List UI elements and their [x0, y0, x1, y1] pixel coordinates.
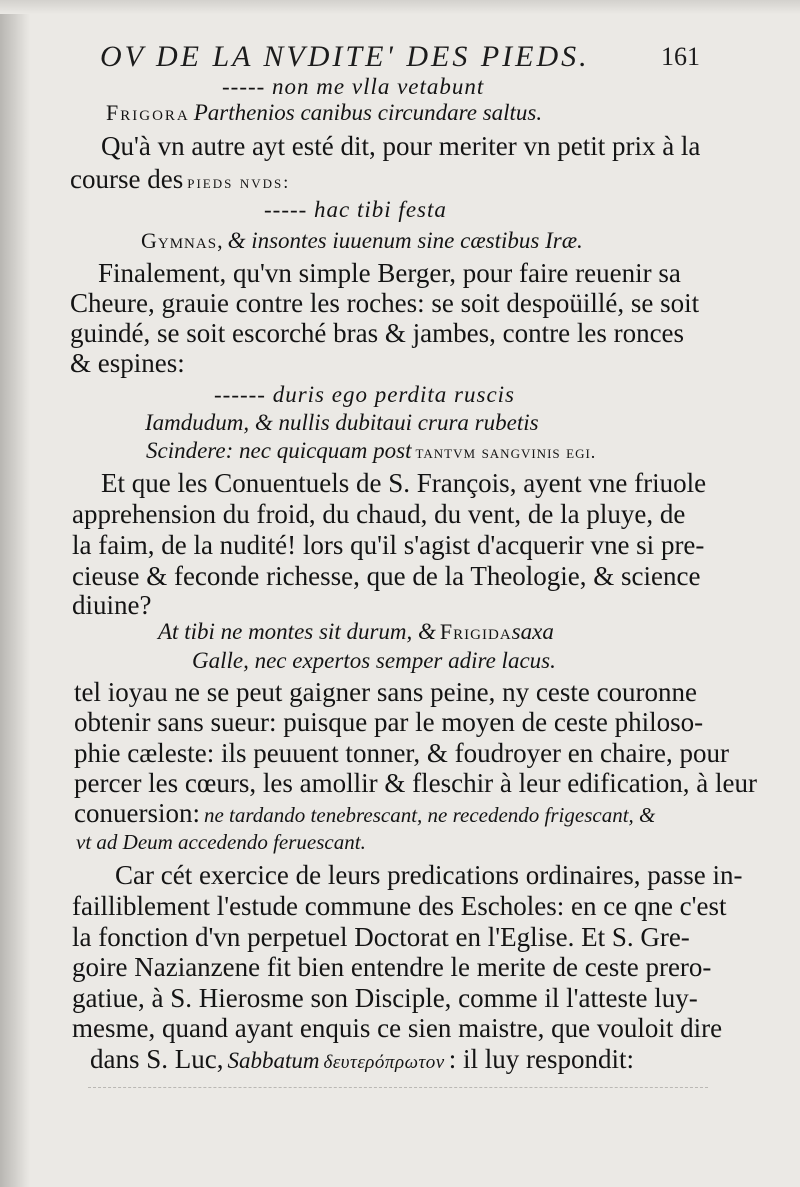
- verse-line-19: [158, 619, 554, 645]
- prose-line-21: tel ioyau ne se peut gaigner sans peine, ny ceste couronne: [74, 677, 698, 707]
- prose-italic: Sabbatum: [227, 1048, 320, 1073]
- prose-line-10: & espines:: [70, 348, 185, 378]
- verse-italic: & insontes iuuenum sine cæstibus Iræ.: [227, 228, 583, 253]
- prose-line-24: percer les cœurs, les amollir & fleschir à leur edification, à leur: [74, 768, 757, 798]
- prose-italic: ne tardando tenebrescant, ne recedendo frigescant, &: [203, 803, 656, 827]
- prose-line-16: la faim, de la nudité! lors qu'il s'agist d'acquerir vne si pre-: [72, 530, 705, 560]
- prose-line-9: guindé, se soit escorché bras & jambes, contre les ronces: [70, 318, 685, 348]
- page-gutter-shadow: [0, 0, 30, 1187]
- prose-line-29: la fonction d'vn perpetuel Doctorat en l'Eglise. Et S. Gre-: [72, 922, 690, 952]
- prose-text: course des: [70, 164, 184, 194]
- prose-line-32: mesme, quand ayant enquis ce sien maistre, que vouloit dire: [72, 1013, 723, 1043]
- bottom-rule: [88, 1085, 708, 1088]
- prose-line-22: obtenir sans sueur: puisque par le moyen de ceste philoso-: [74, 707, 704, 737]
- prose-line-26: vt ad Deum accedendo feruescant.: [76, 830, 366, 854]
- verse-smallcaps: Gymnas,: [141, 228, 224, 253]
- prose-line-27: Car cét exercice de leurs predications ordinaires, passe in-: [115, 860, 743, 890]
- verse-line-5: ----- hac tibi festa: [264, 197, 447, 222]
- verse-smallcaps: Frigida: [439, 619, 512, 644]
- prose-line-30: goire Nazianzene fit bien entendre le merite de ceste prero-: [72, 952, 712, 982]
- verse-smallcaps: Frigora: [106, 100, 190, 125]
- verse-line-20: Galle, nec expertos semper adire lacus.: [192, 648, 556, 673]
- verse-italic: At tibi ne montes sit durum, &: [158, 619, 436, 644]
- page-header: [100, 38, 700, 78]
- greek-word: δευτερόπρωτον: [323, 1052, 445, 1073]
- prose-text: dans S. Luc,: [90, 1044, 224, 1074]
- prose-line-7: Finalement, qu'vn simple Berger, pour faire reuenir sa: [98, 258, 681, 288]
- verse-line-6: [141, 228, 583, 254]
- prose-smallcaps: pieds nvds:: [187, 172, 291, 192]
- verse-line-1: ----- non me vlla vetabunt: [222, 74, 485, 99]
- prose-line-23: phie cæleste: ils peuuent tonner, & foudroyer en chaire, pour: [74, 738, 729, 768]
- verse-line-11: ------ duris ego perdita ruscis: [214, 382, 515, 407]
- prose-text: conuersion:: [74, 798, 200, 828]
- running-title: OV DE LA NVDITE' DES PIEDS.: [100, 40, 590, 73]
- verse-smallcaps: tantvm sangvinis egi.: [415, 442, 597, 462]
- prose-line-17: cieuse & feconde richesse, que de la Theologie, & science: [72, 561, 701, 591]
- verse-italic: Parthenios canibus circundare saltus.: [193, 100, 543, 125]
- verse-line-13: [146, 438, 596, 464]
- verse-italic: Scindere: nec quicquam post: [146, 438, 412, 463]
- verse-line-2: [106, 100, 542, 126]
- prose-line-15: apprehension du froid, du chaud, du vent, de la pluye, de: [72, 499, 686, 529]
- prose-line-3: Qu'à vn autre ayt esté dit, pour meriter vn petit prix à la: [101, 131, 701, 161]
- prose-line-8: Cheure, grauie contre les roches: se soit despoüillé, se soit: [70, 288, 700, 318]
- verse-line-12: Iamdudum, & nullis dubitaui crura rubetis: [145, 410, 539, 435]
- prose-line-18: diuine?: [72, 590, 152, 620]
- prose-line-33: [90, 1044, 634, 1075]
- page-number: 161: [661, 42, 700, 71]
- prose-line-28: failliblement l'estude commune des Escholes: en ce qne c'est: [72, 891, 727, 921]
- prose-line-4: [70, 164, 290, 195]
- page-top-shadow: [0, 0, 800, 14]
- prose-line-31: gatiue, à S. Hierosme son Disciple, comme il l'atteste luy-: [72, 983, 698, 1013]
- prose-text-end: : il luy respondit:: [448, 1044, 634, 1074]
- prose-line-25: [74, 798, 655, 829]
- verse-italic-end: saxa: [511, 619, 554, 644]
- prose-line-14: Et que les Conuentuels de S. François, ayent vne friuole: [101, 468, 707, 498]
